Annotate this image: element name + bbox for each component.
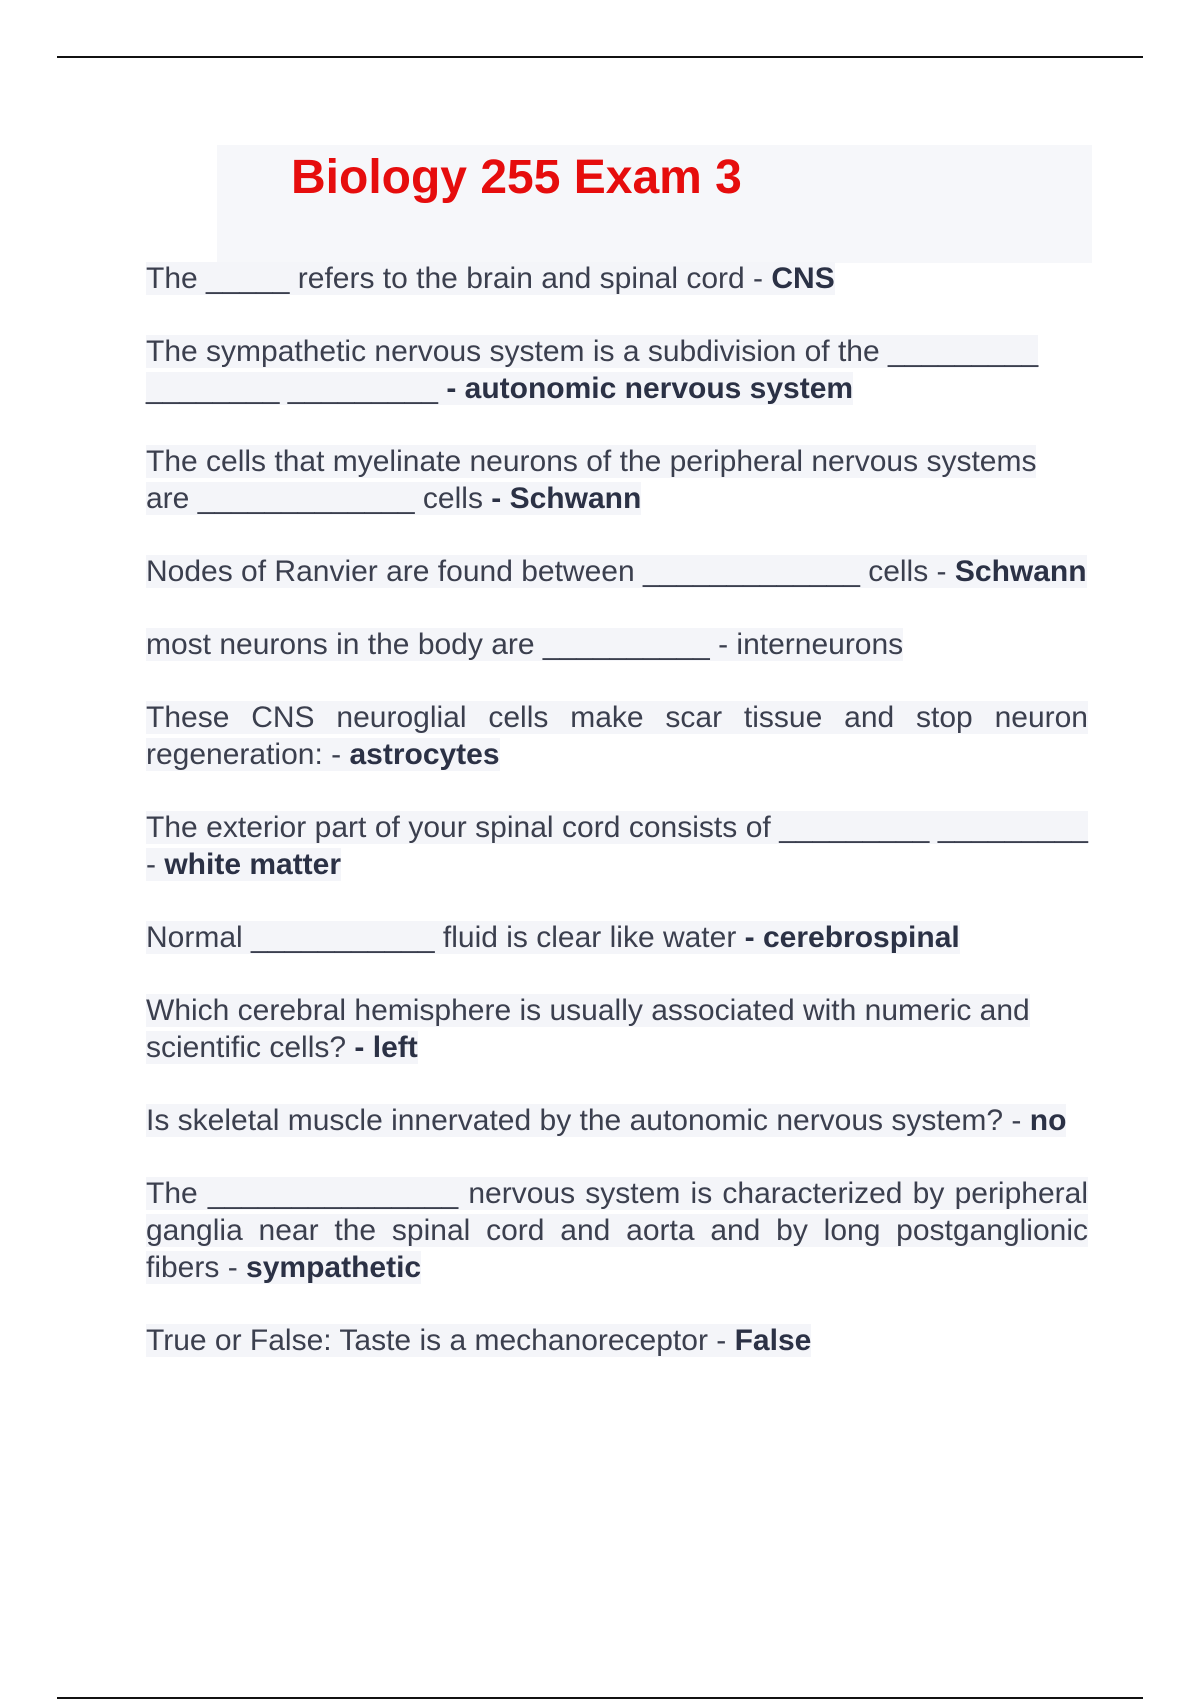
question-text: The cells that myelinate neurons of the peripheral nervous systems are _____________ cells: [146, 445, 1037, 515]
bottom-rule: [57, 1697, 1143, 1699]
answer-text: white matter: [164, 848, 342, 881]
question-text: These CNS neuroglial cells make scar tissue and stop neuron regeneration: -: [146, 701, 1088, 771]
top-rule: [57, 56, 1143, 58]
question-text: Which cerebral hemisphere is usually associated with numeric and scientific cells?: [146, 994, 1030, 1064]
question-text: The _______________ nervous system is characterized by peripheral ganglia near the spinal cord and aorta and by long postganglionic fibers -: [146, 1177, 1088, 1284]
question-item: [146, 443, 1088, 517]
question-item: [146, 333, 1088, 407]
question-text: most neurons in the body are __________ - interneurons: [146, 628, 904, 661]
question-item: [146, 919, 1088, 956]
question-item: [146, 809, 1088, 883]
question-item: [146, 1102, 1088, 1139]
answer-text: astrocytes: [349, 738, 500, 771]
question-text: The _____ refers to the brain and spinal cord -: [146, 262, 772, 295]
answer-text: - autonomic nervous system: [446, 372, 854, 405]
question-text: The sympathetic nervous system is a subdivision of the _________ ________ _________: [146, 335, 1039, 405]
question-item: [146, 1175, 1088, 1286]
question-item: [146, 553, 1088, 590]
question-text: The exterior part of your spinal cord consists of _________ _________ -: [146, 811, 1088, 881]
question-item: [146, 992, 1088, 1066]
question-item: [146, 260, 1088, 297]
answer-text: - Schwann: [491, 482, 642, 515]
question-list: [146, 260, 1088, 1395]
question-text: Normal ___________ fluid is clear like water: [146, 921, 745, 954]
question-text: Is skeletal muscle innervated by the autonomic nervous system? -: [146, 1104, 1030, 1137]
question-item: [146, 626, 1088, 663]
question-item: [146, 699, 1088, 773]
question-item: [146, 1322, 1088, 1359]
answer-text: sympathetic: [246, 1251, 422, 1284]
answer-text: - cerebrospinal: [744, 921, 960, 954]
question-text: True or False: Taste is a mechanoreceptor -: [146, 1324, 735, 1357]
answer-text: Schwann: [954, 555, 1087, 588]
answer-text: CNS: [771, 262, 835, 295]
answer-text: no: [1029, 1104, 1067, 1137]
answer-text: False: [734, 1324, 812, 1357]
answer-text: - left: [354, 1031, 418, 1064]
page-title: Biology 255 Exam 3: [291, 151, 742, 204]
question-text: Nodes of Ranvier are found between _____________ cells -: [146, 555, 955, 588]
